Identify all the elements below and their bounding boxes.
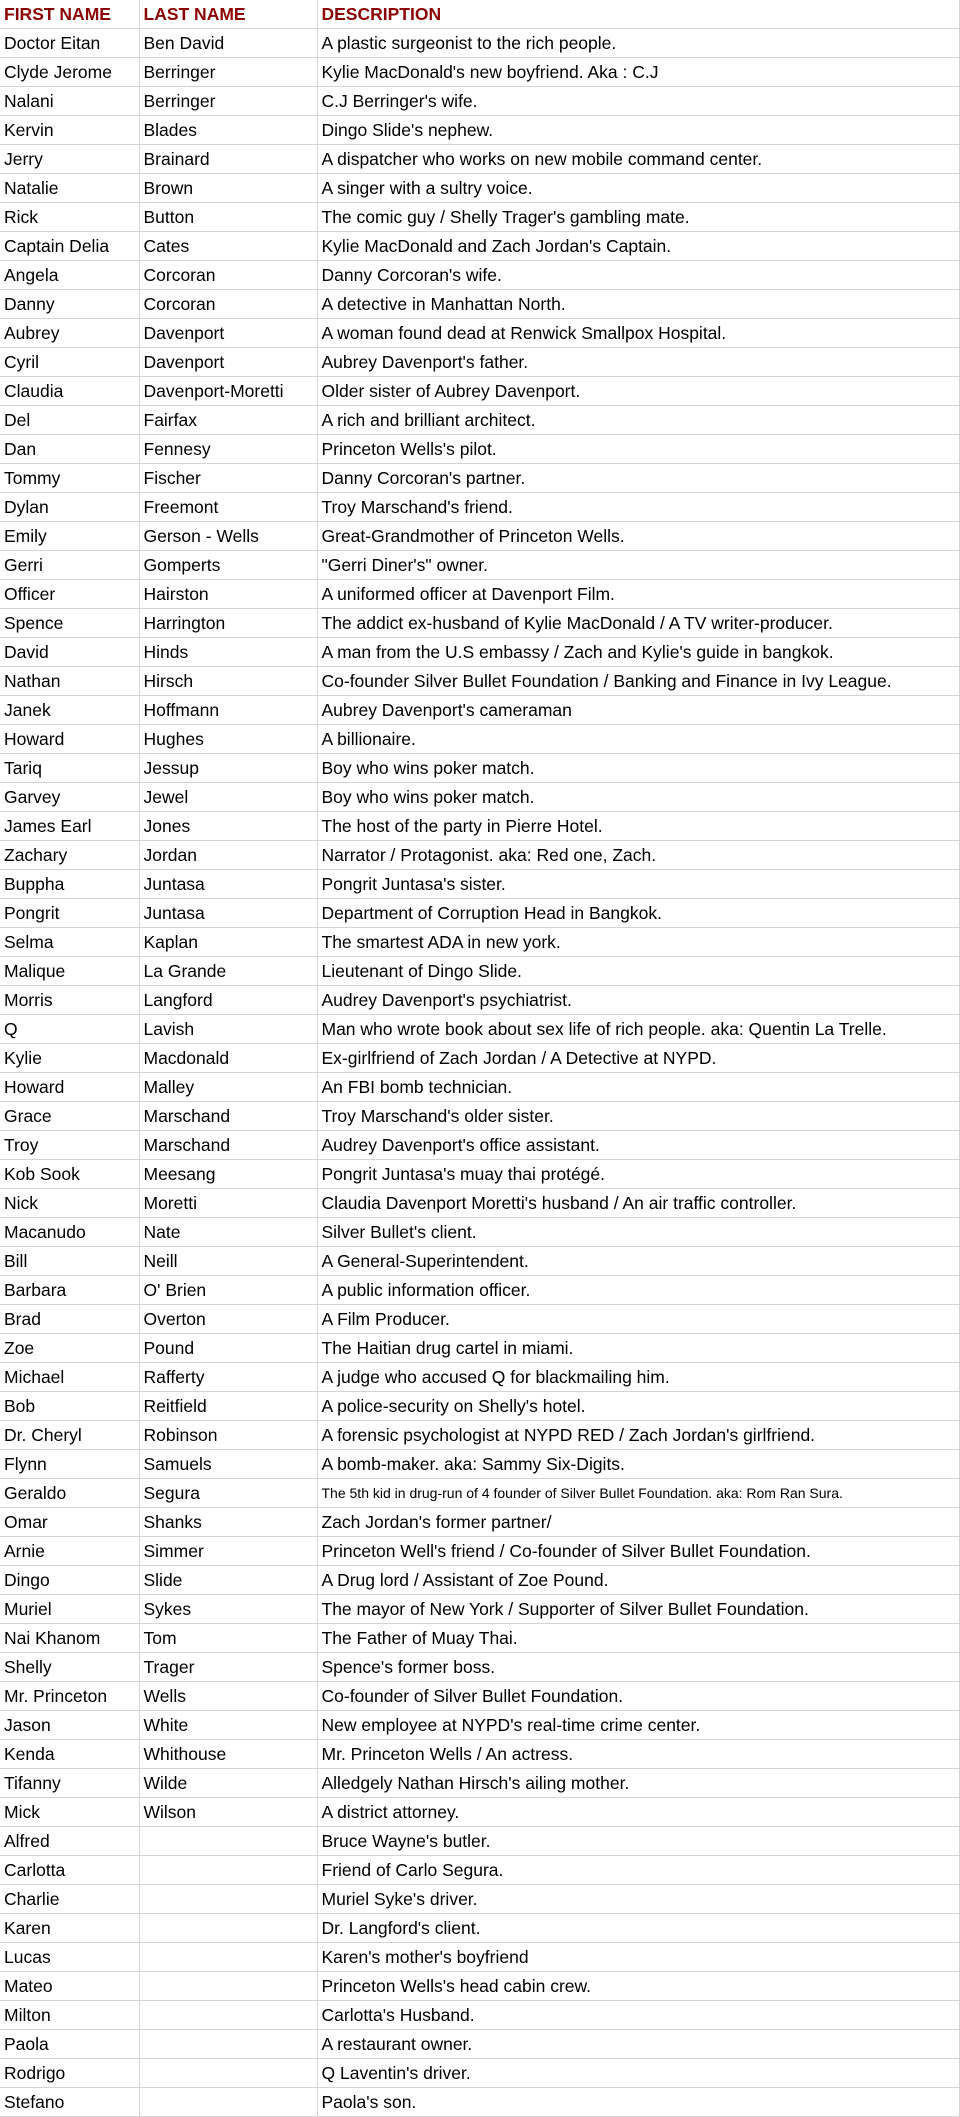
last-name-cell: Blades (139, 116, 317, 145)
table-row (0, 2030, 959, 2059)
description-cell: Karen's mother's boyfriend (317, 1943, 959, 1972)
description-cell: A district attorney. (317, 1798, 959, 1827)
first-name-cell: Tariq (0, 754, 139, 783)
last-name-cell: O' Brien (139, 1276, 317, 1305)
first-name-cell: Kervin (0, 116, 139, 145)
table-row (0, 1450, 959, 1479)
first-name-cell: Kylie (0, 1044, 139, 1073)
last-name-cell: Macdonald (139, 1044, 317, 1073)
first-name-cell: Paola (0, 2030, 139, 2059)
last-name-cell: Berringer (139, 87, 317, 116)
description-cell: Paola's son. (317, 2088, 959, 2117)
last-name-cell: Gerson - Wells (139, 522, 317, 551)
first-name-cell: Bob (0, 1392, 139, 1421)
last-name-cell: Hoffmann (139, 696, 317, 725)
last-name-cell: Corcoran (139, 261, 317, 290)
last-name-cell: Langford (139, 986, 317, 1015)
last-name-cell: Freemont (139, 493, 317, 522)
first-name-cell: Rodrigo (0, 2059, 139, 2088)
last-name-cell: Overton (139, 1305, 317, 1334)
table-row (0, 1160, 959, 1189)
last-name-cell: Juntasa (139, 870, 317, 899)
first-name-cell: Janek (0, 696, 139, 725)
first-name-cell: Dan (0, 435, 139, 464)
table-row (0, 116, 959, 145)
description-cell: A billionaire. (317, 725, 959, 754)
table-row (0, 435, 959, 464)
first-name-cell: Bill (0, 1247, 139, 1276)
last-name-cell: White (139, 1711, 317, 1740)
table-row (0, 667, 959, 696)
table-row (0, 2059, 959, 2088)
first-name-cell: Morris (0, 986, 139, 1015)
first-name-cell: Omar (0, 1508, 139, 1537)
table-row (0, 1479, 959, 1508)
table-row (0, 1653, 959, 1682)
first-name-cell: Flynn (0, 1450, 139, 1479)
table-row (0, 29, 959, 58)
last-name-cell: Neill (139, 1247, 317, 1276)
description-cell: The smartest ADA in new york. (317, 928, 959, 957)
last-name-cell: La Grande (139, 957, 317, 986)
first-name-cell: Emily (0, 522, 139, 551)
table-row (0, 1363, 959, 1392)
last-name-cell: Trager (139, 1653, 317, 1682)
description-cell: Friend of Carlo Segura. (317, 1856, 959, 1885)
first-name-cell: Clyde Jerome (0, 58, 139, 87)
description-cell: Q Laventin's driver. (317, 2059, 959, 2088)
first-name-cell: Aubrey (0, 319, 139, 348)
last-name-cell: Slide (139, 1566, 317, 1595)
description-cell: Aubrey Davenport's cameraman (317, 696, 959, 725)
first-name-cell: Danny (0, 290, 139, 319)
first-name-cell: Captain Delia (0, 232, 139, 261)
first-name-cell: Carlotta (0, 1856, 139, 1885)
table-body (0, 29, 959, 2117)
first-name-header: FIRST NAME (0, 0, 139, 29)
first-name-cell: Q (0, 1015, 139, 1044)
last-name-cell: Marschand (139, 1102, 317, 1131)
first-name-cell: Shelly (0, 1653, 139, 1682)
last-name-cell: Whithouse (139, 1740, 317, 1769)
last-name-cell: Button (139, 203, 317, 232)
first-name-cell: Del (0, 406, 139, 435)
description-cell: Silver Bullet's client. (317, 1218, 959, 1247)
table-row (0, 493, 959, 522)
first-name-cell: Buppha (0, 870, 139, 899)
description-cell: Audrey Davenport's office assistant. (317, 1131, 959, 1160)
last-name-cell: Malley (139, 1073, 317, 1102)
last-name-cell: Jessup (139, 754, 317, 783)
last-name-cell: Simmer (139, 1537, 317, 1566)
table-row (0, 1711, 959, 1740)
table-row (0, 1914, 959, 1943)
table-row (0, 1856, 959, 1885)
last-name-cell: Ben David (139, 29, 317, 58)
description-cell: "Gerri Diner's" owner. (317, 551, 959, 580)
first-name-cell: Stefano (0, 2088, 139, 2117)
last-name-cell: Reitfield (139, 1392, 317, 1421)
last-name-header: LAST NAME (139, 0, 317, 29)
description-cell: Alledgely Nathan Hirsch's ailing mother. (317, 1769, 959, 1798)
last-name-cell (139, 1943, 317, 1972)
table-row (0, 1798, 959, 1827)
description-cell: A uniformed officer at Davenport Film. (317, 580, 959, 609)
table-row (0, 87, 959, 116)
last-name-cell: Tom (139, 1624, 317, 1653)
description-cell: Princeton Well's friend / Co-founder of Silver Bullet Foundation. (317, 1537, 959, 1566)
description-cell: Dr. Langford's client. (317, 1914, 959, 1943)
first-name-cell: Dr. Cheryl (0, 1421, 139, 1450)
table-row (0, 1247, 959, 1276)
table-row (0, 609, 959, 638)
first-name-cell: Garvey (0, 783, 139, 812)
table-row (0, 290, 959, 319)
last-name-cell: Brainard (139, 145, 317, 174)
table-row (0, 1305, 959, 1334)
description-cell: Kylie MacDonald's new boyfriend. Aka : C.J (317, 58, 959, 87)
first-name-cell: Milton (0, 2001, 139, 2030)
first-name-cell: Muriel (0, 1595, 139, 1624)
description-cell: A plastic surgeonist to the rich people. (317, 29, 959, 58)
description-cell: Carlotta's Husband. (317, 2001, 959, 2030)
description-cell: Danny Corcoran's wife. (317, 261, 959, 290)
first-name-cell: Kob Sook (0, 1160, 139, 1189)
last-name-cell: Davenport-Moretti (139, 377, 317, 406)
description-cell: Pongrit Juntasa's muay thai protégé. (317, 1160, 959, 1189)
first-name-cell: Karen (0, 1914, 139, 1943)
table-row (0, 203, 959, 232)
description-cell: A man from the U.S embassy / Zach and Kylie's guide in bangkok. (317, 638, 959, 667)
first-name-cell: Grace (0, 1102, 139, 1131)
description-cell: Man who wrote book about sex life of rich people. aka: Quentin La Trelle. (317, 1015, 959, 1044)
last-name-cell: Gomperts (139, 551, 317, 580)
description-cell: Older sister of Aubrey Davenport. (317, 377, 959, 406)
description-cell: Department of Corruption Head in Bangkok. (317, 899, 959, 928)
table-row (0, 899, 959, 928)
table-row (0, 841, 959, 870)
first-name-cell: Zoe (0, 1334, 139, 1363)
table-row (0, 1827, 959, 1856)
table-row (0, 406, 959, 435)
description-cell: The host of the party in Pierre Hotel. (317, 812, 959, 841)
first-name-cell: Nick (0, 1189, 139, 1218)
table-row (0, 1189, 959, 1218)
last-name-cell: Samuels (139, 1450, 317, 1479)
description-cell: A rich and brilliant architect. (317, 406, 959, 435)
first-name-cell: Lucas (0, 1943, 139, 1972)
last-name-cell: Hughes (139, 725, 317, 754)
description-cell: Danny Corcoran's partner. (317, 464, 959, 493)
first-name-cell: Barbara (0, 1276, 139, 1305)
description-cell: A detective in Manhattan North. (317, 290, 959, 319)
description-cell: New employee at NYPD's real-time crime center. (317, 1711, 959, 1740)
description-cell: The addict ex-husband of Kylie MacDonald / A TV writer-producer. (317, 609, 959, 638)
description-cell: Princeton Wells's head cabin crew. (317, 1972, 959, 2001)
last-name-cell: Juntasa (139, 899, 317, 928)
first-name-cell: Jason (0, 1711, 139, 1740)
table-row (0, 1218, 959, 1247)
description-cell: The mayor of New York / Supporter of Silver Bullet Foundation. (317, 1595, 959, 1624)
first-name-cell: Michael (0, 1363, 139, 1392)
table-row (0, 580, 959, 609)
first-name-cell: Kenda (0, 1740, 139, 1769)
table-row (0, 1508, 959, 1537)
table-row (0, 261, 959, 290)
first-name-cell: Troy (0, 1131, 139, 1160)
first-name-cell: Officer (0, 580, 139, 609)
table-row (0, 1943, 959, 1972)
description-cell: Troy Marschand's friend. (317, 493, 959, 522)
table-row (0, 870, 959, 899)
table-row (0, 319, 959, 348)
description-cell: Ex-girlfriend of Zach Jordan / A Detective at NYPD. (317, 1044, 959, 1073)
table-row (0, 348, 959, 377)
first-name-cell: Tommy (0, 464, 139, 493)
description-cell: Muriel Syke's driver. (317, 1885, 959, 1914)
table-row (0, 1015, 959, 1044)
description-cell: A restaurant owner. (317, 2030, 959, 2059)
last-name-cell: Fennesy (139, 435, 317, 464)
description-header: DESCRIPTION (317, 0, 959, 29)
first-name-cell: Alfred (0, 1827, 139, 1856)
description-cell: Claudia Davenport Moretti's husband / An air traffic controller. (317, 1189, 959, 1218)
table-row (0, 1566, 959, 1595)
table-row (0, 1276, 959, 1305)
description-cell: Lieutenant of Dingo Slide. (317, 957, 959, 986)
description-cell: Mr. Princeton Wells / An actress. (317, 1740, 959, 1769)
last-name-cell: Corcoran (139, 290, 317, 319)
first-name-cell: Spence (0, 609, 139, 638)
table-row (0, 1885, 959, 1914)
first-name-cell: Mateo (0, 1972, 139, 2001)
first-name-cell: Dingo (0, 1566, 139, 1595)
last-name-cell: Hairston (139, 580, 317, 609)
last-name-cell: Wells (139, 1682, 317, 1711)
description-cell: A forensic psychologist at NYPD RED / Zach Jordan's girlfriend. (317, 1421, 959, 1450)
table-header (0, 0, 959, 29)
last-name-cell: Lavish (139, 1015, 317, 1044)
description-cell: C.J Berringer's wife. (317, 87, 959, 116)
last-name-cell: Meesang (139, 1160, 317, 1189)
description-cell: A Film Producer. (317, 1305, 959, 1334)
first-name-cell: Claudia (0, 377, 139, 406)
table-row (0, 522, 959, 551)
last-name-cell: Pound (139, 1334, 317, 1363)
table-row (0, 464, 959, 493)
last-name-cell: Brown (139, 174, 317, 203)
table-row (0, 1334, 959, 1363)
last-name-cell: Shanks (139, 1508, 317, 1537)
table-row (0, 725, 959, 754)
description-cell: A General-Superintendent. (317, 1247, 959, 1276)
first-name-cell: Cyril (0, 348, 139, 377)
first-name-cell: Howard (0, 1073, 139, 1102)
description-cell: Boy who wins poker match. (317, 754, 959, 783)
first-name-cell: Rick (0, 203, 139, 232)
last-name-cell (139, 2059, 317, 2088)
table-row (0, 1131, 959, 1160)
first-name-cell: Pongrit (0, 899, 139, 928)
description-cell: A police-security on Shelly's hotel. (317, 1392, 959, 1421)
last-name-cell: Fairfax (139, 406, 317, 435)
table-row (0, 696, 959, 725)
table-row (0, 58, 959, 87)
description-cell: Zach Jordan's former partner/ (317, 1508, 959, 1537)
table-row (0, 1740, 959, 1769)
description-cell: The Father of Muay Thai. (317, 1624, 959, 1653)
last-name-cell: Harrington (139, 609, 317, 638)
description-cell: A public information officer. (317, 1276, 959, 1305)
description-cell: The 5th kid in drug-run of 4 founder of Silver Bullet Foundation. aka: Rom Ran Sura. (317, 1479, 959, 1508)
last-name-cell: Nate (139, 1218, 317, 1247)
first-name-cell: Gerri (0, 551, 139, 580)
description-cell: Boy who wins poker match. (317, 783, 959, 812)
last-name-cell: Jewel (139, 783, 317, 812)
table-row (0, 377, 959, 406)
last-name-cell: Wilde (139, 1769, 317, 1798)
first-name-cell: Malique (0, 957, 139, 986)
description-cell: An FBI bomb technician. (317, 1073, 959, 1102)
table-row (0, 638, 959, 667)
first-name-cell: Jerry (0, 145, 139, 174)
table-row (0, 1044, 959, 1073)
last-name-cell: Marschand (139, 1131, 317, 1160)
last-name-cell: Hinds (139, 638, 317, 667)
last-name-cell (139, 1885, 317, 1914)
description-cell: Narrator / Protagonist. aka: Red one, Zach. (317, 841, 959, 870)
last-name-cell: Kaplan (139, 928, 317, 957)
table-row (0, 145, 959, 174)
last-name-cell: Jones (139, 812, 317, 841)
table-row (0, 2088, 959, 2117)
first-name-cell: Angela (0, 261, 139, 290)
table-row (0, 1102, 959, 1131)
first-name-cell: Zachary (0, 841, 139, 870)
first-name-cell: Mick (0, 1798, 139, 1827)
description-cell: Princeton Wells's pilot. (317, 435, 959, 464)
last-name-cell (139, 2088, 317, 2117)
first-name-cell: Tifanny (0, 1769, 139, 1798)
table-row (0, 1392, 959, 1421)
table-row (0, 232, 959, 261)
last-name-cell: Rafferty (139, 1363, 317, 1392)
description-cell: Audrey Davenport's psychiatrist. (317, 986, 959, 1015)
last-name-cell: Berringer (139, 58, 317, 87)
last-name-cell (139, 1914, 317, 1943)
last-name-cell: Jordan (139, 841, 317, 870)
first-name-cell: Dylan (0, 493, 139, 522)
description-cell: A dispatcher who works on new mobile command center. (317, 145, 959, 174)
description-cell: A Drug lord / Assistant of Zoe Pound. (317, 1566, 959, 1595)
table-row (0, 957, 959, 986)
table-row (0, 1537, 959, 1566)
last-name-cell: Fischer (139, 464, 317, 493)
table-row (0, 1624, 959, 1653)
first-name-cell: Mr. Princeton (0, 1682, 139, 1711)
last-name-cell (139, 1972, 317, 2001)
last-name-cell: Davenport (139, 348, 317, 377)
table-row (0, 551, 959, 580)
table-row (0, 1769, 959, 1798)
first-name-cell: Nathan (0, 667, 139, 696)
description-cell: Bruce Wayne's butler. (317, 1827, 959, 1856)
table-row (0, 2001, 959, 2030)
description-cell: Troy Marschand's older sister. (317, 1102, 959, 1131)
last-name-cell (139, 2030, 317, 2059)
table-row (0, 1595, 959, 1624)
last-name-cell (139, 1827, 317, 1856)
last-name-cell: Cates (139, 232, 317, 261)
table-row (0, 1421, 959, 1450)
first-name-cell: Nai Khanom (0, 1624, 139, 1653)
first-name-cell: Macanudo (0, 1218, 139, 1247)
description-cell: A bomb-maker. aka: Sammy Six-Digits. (317, 1450, 959, 1479)
table-row (0, 1972, 959, 2001)
first-name-cell: Doctor Eitan (0, 29, 139, 58)
description-cell: Co-founder Silver Bullet Foundation / Banking and Finance in Ivy League. (317, 667, 959, 696)
table-row (0, 783, 959, 812)
first-name-cell: Geraldo (0, 1479, 139, 1508)
first-name-cell: Brad (0, 1305, 139, 1334)
table-row (0, 986, 959, 1015)
description-cell: The comic guy / Shelly Trager's gambling mate. (317, 203, 959, 232)
table-row (0, 1682, 959, 1711)
last-name-cell: Hirsch (139, 667, 317, 696)
first-name-cell: Charlie (0, 1885, 139, 1914)
description-cell: Co-founder of Silver Bullet Foundation. (317, 1682, 959, 1711)
first-name-cell: Arnie (0, 1537, 139, 1566)
description-cell: Kylie MacDonald and Zach Jordan's Captain. (317, 232, 959, 261)
last-name-cell: Davenport (139, 319, 317, 348)
first-name-cell: Howard (0, 725, 139, 754)
first-name-cell: David (0, 638, 139, 667)
first-name-cell: Selma (0, 928, 139, 957)
description-cell: Spence's former boss. (317, 1653, 959, 1682)
first-name-cell: James Earl (0, 812, 139, 841)
table-row (0, 812, 959, 841)
first-name-cell: Nalani (0, 87, 139, 116)
last-name-cell: Moretti (139, 1189, 317, 1218)
description-cell: Dingo Slide's nephew. (317, 116, 959, 145)
table-row (0, 174, 959, 203)
description-cell: Pongrit Juntasa's sister. (317, 870, 959, 899)
description-cell: A singer with a sultry voice. (317, 174, 959, 203)
description-cell: The Haitian drug cartel in miami. (317, 1334, 959, 1363)
last-name-cell (139, 2001, 317, 2030)
description-cell: Great-Grandmother of Princeton Wells. (317, 522, 959, 551)
description-cell: Aubrey Davenport's father. (317, 348, 959, 377)
description-cell: A woman found dead at Renwick Smallpox Hospital. (317, 319, 959, 348)
table-row (0, 1073, 959, 1102)
description-cell: A judge who accused Q for blackmailing him. (317, 1363, 959, 1392)
last-name-cell: Sykes (139, 1595, 317, 1624)
last-name-cell (139, 1856, 317, 1885)
first-name-cell: Natalie (0, 174, 139, 203)
table-row (0, 928, 959, 957)
last-name-cell: Segura (139, 1479, 317, 1508)
last-name-cell: Robinson (139, 1421, 317, 1450)
header-row (0, 0, 959, 29)
table-row (0, 754, 959, 783)
last-name-cell: Wilson (139, 1798, 317, 1827)
